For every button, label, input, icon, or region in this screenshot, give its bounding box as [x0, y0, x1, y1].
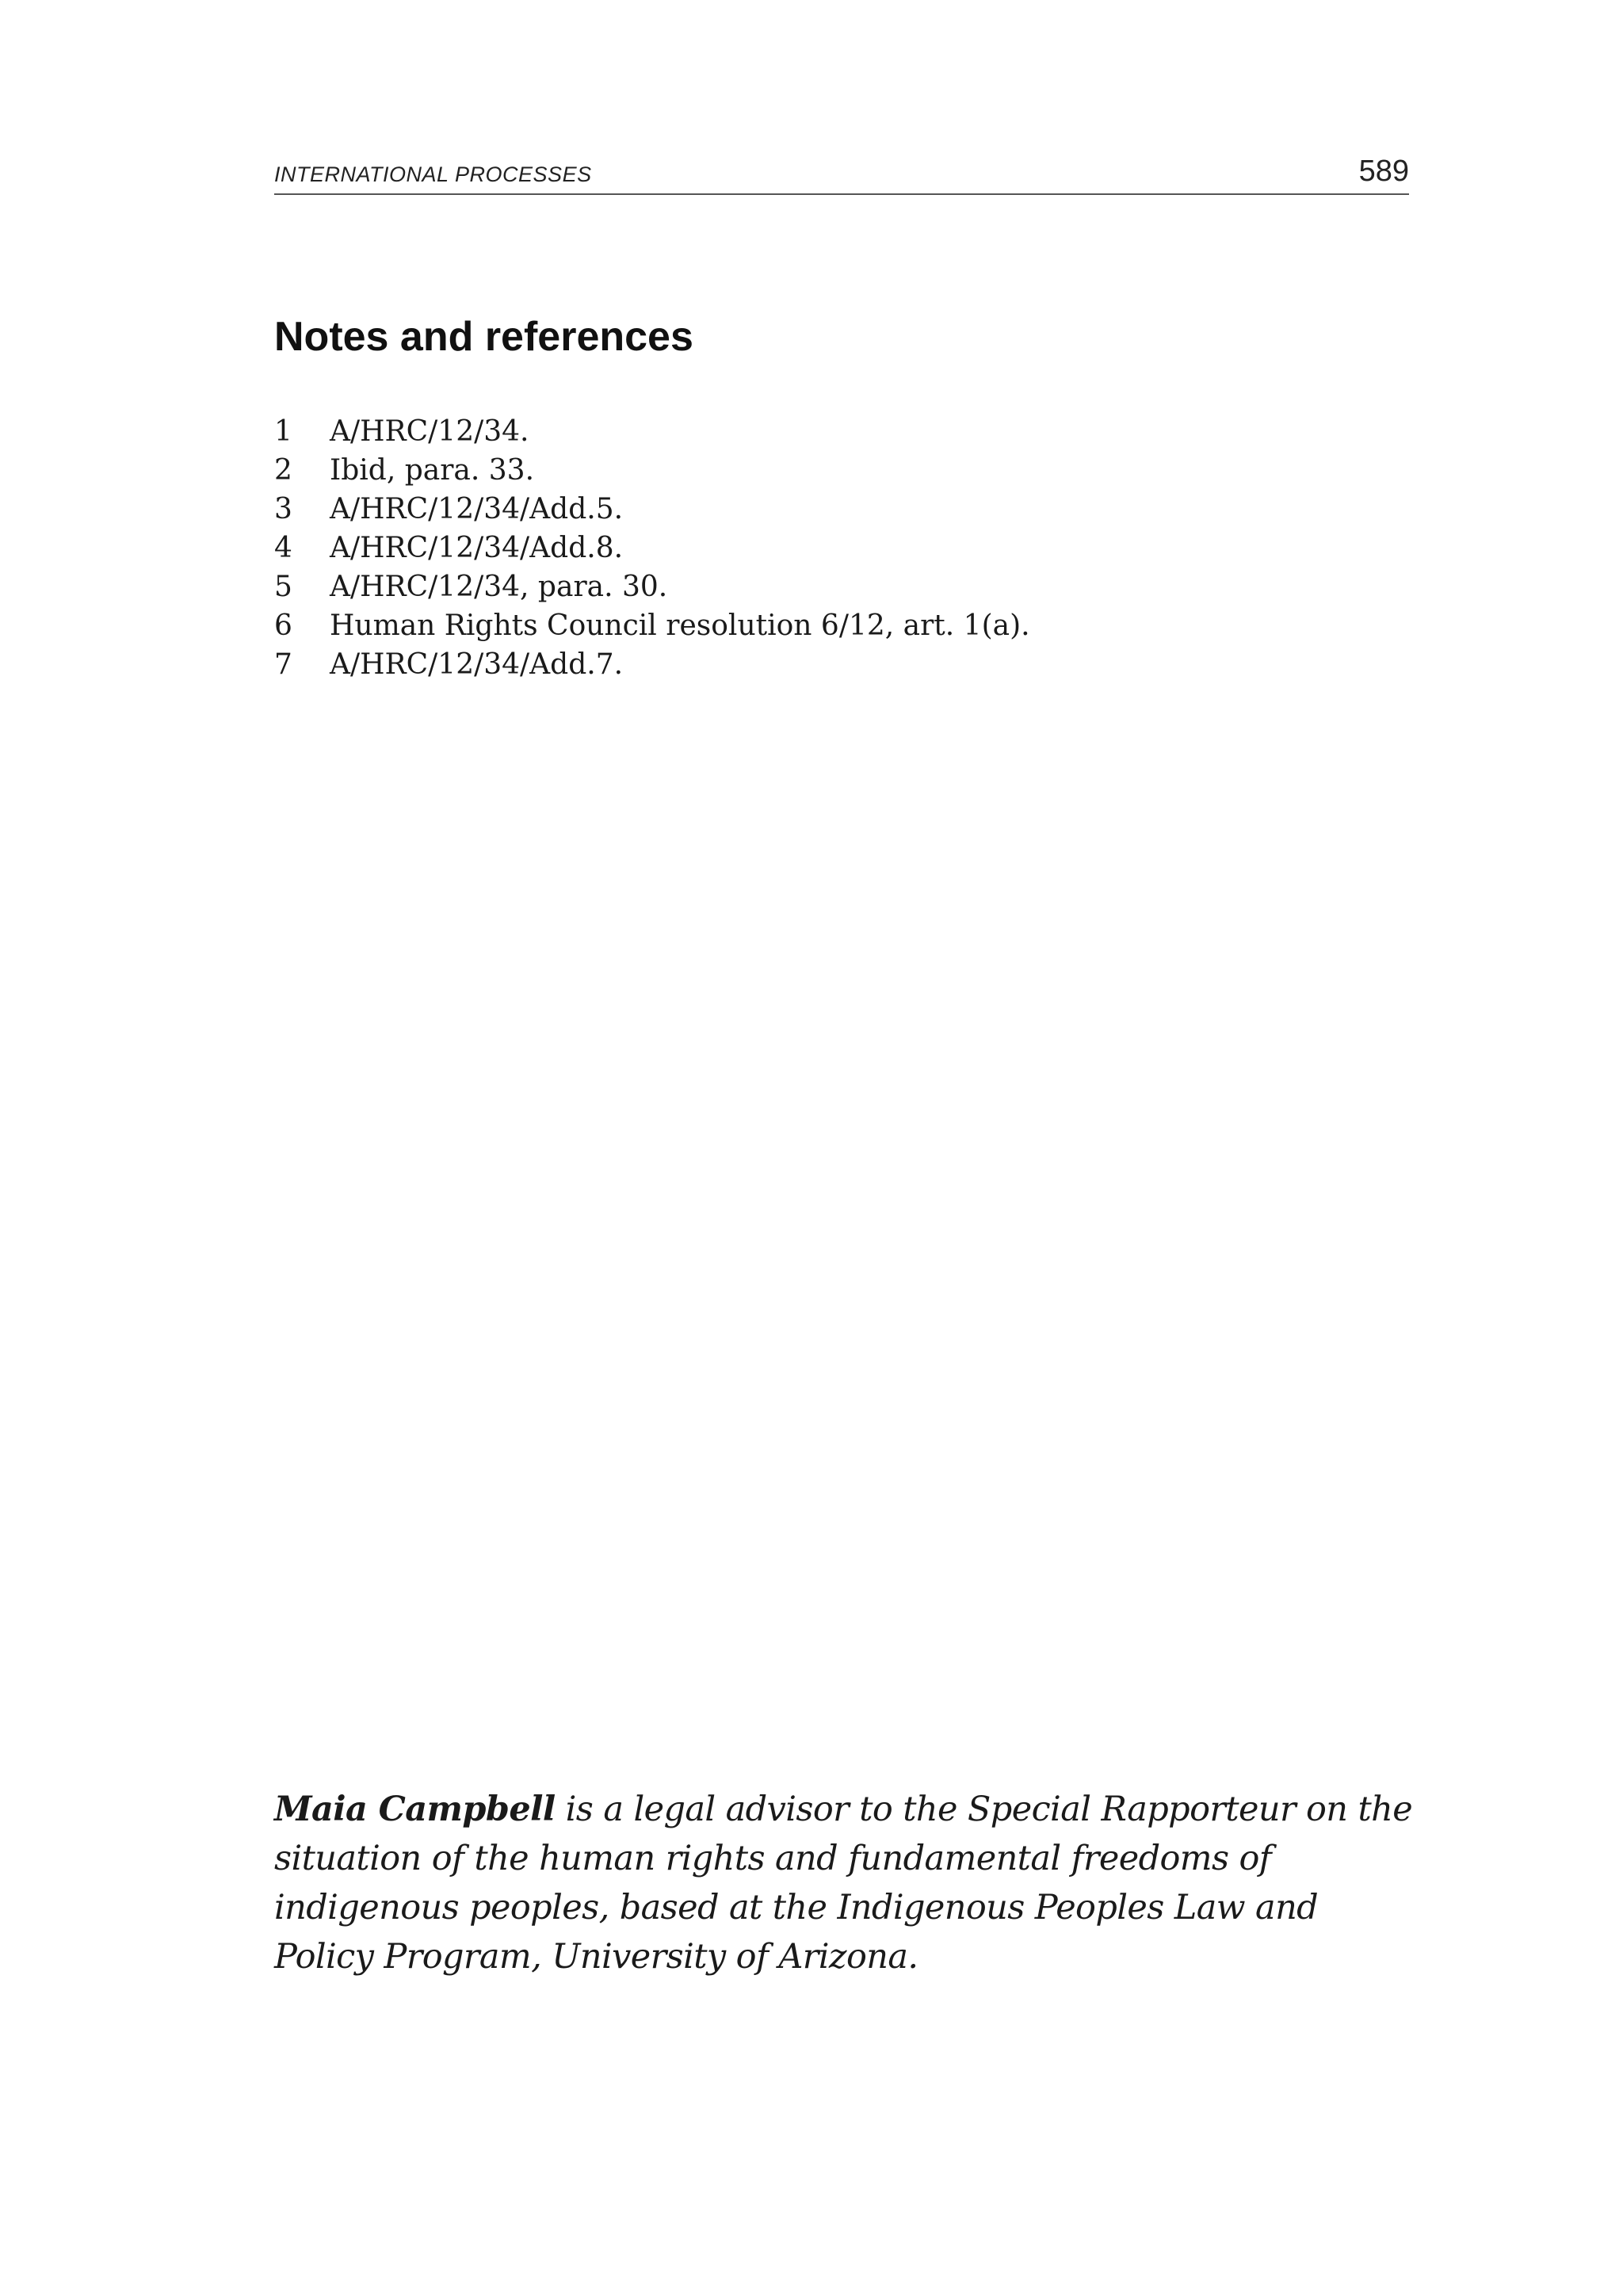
note-text: Human Rights Council resolution 6/12, art. 1(a). — [330, 609, 1030, 642]
note-number: 7 — [274, 648, 292, 681]
note-text: A/HRC/12/34/Add.5. — [330, 493, 624, 525]
note-text: A/HRC/12/34. — [330, 415, 529, 448]
notes-list — [274, 412, 1030, 684]
running-head-section-title: INTERNATIONAL PROCESSES — [274, 162, 592, 186]
note-number: 5 — [274, 571, 292, 603]
note-number: 2 — [274, 454, 292, 487]
note-item — [274, 645, 1030, 684]
running-head — [274, 151, 1409, 195]
author-bio — [274, 1785, 1415, 1981]
author-bio-text: is a legal advisor to the Special Rapporteur on the situation of the human rights and fundamental freedoms of indigenous peoples, based at the Indigenous Peoples Law and Policy Program, University of Arizona. — [274, 1790, 1413, 1977]
note-text: A/HRC/12/34/Add.7. — [330, 648, 624, 681]
note-number: 6 — [274, 609, 292, 642]
note-item — [274, 567, 1030, 606]
note-text: A/HRC/12/34, para. 30. — [330, 571, 668, 603]
note-number: 4 — [274, 532, 292, 564]
note-text: Ibid, para. 33. — [330, 454, 535, 487]
note-item — [274, 529, 1030, 567]
note-number: 1 — [274, 415, 292, 448]
note-item — [274, 412, 1030, 451]
notes-heading: Notes and references — [274, 314, 693, 360]
page-number: 589 — [1358, 155, 1409, 188]
note-text: A/HRC/12/34/Add.8. — [330, 532, 624, 564]
note-item — [274, 606, 1030, 645]
note-number: 3 — [274, 493, 292, 525]
note-item — [274, 490, 1030, 529]
note-item — [274, 451, 1030, 490]
author-name: Maia Campbell — [274, 1790, 556, 1829]
